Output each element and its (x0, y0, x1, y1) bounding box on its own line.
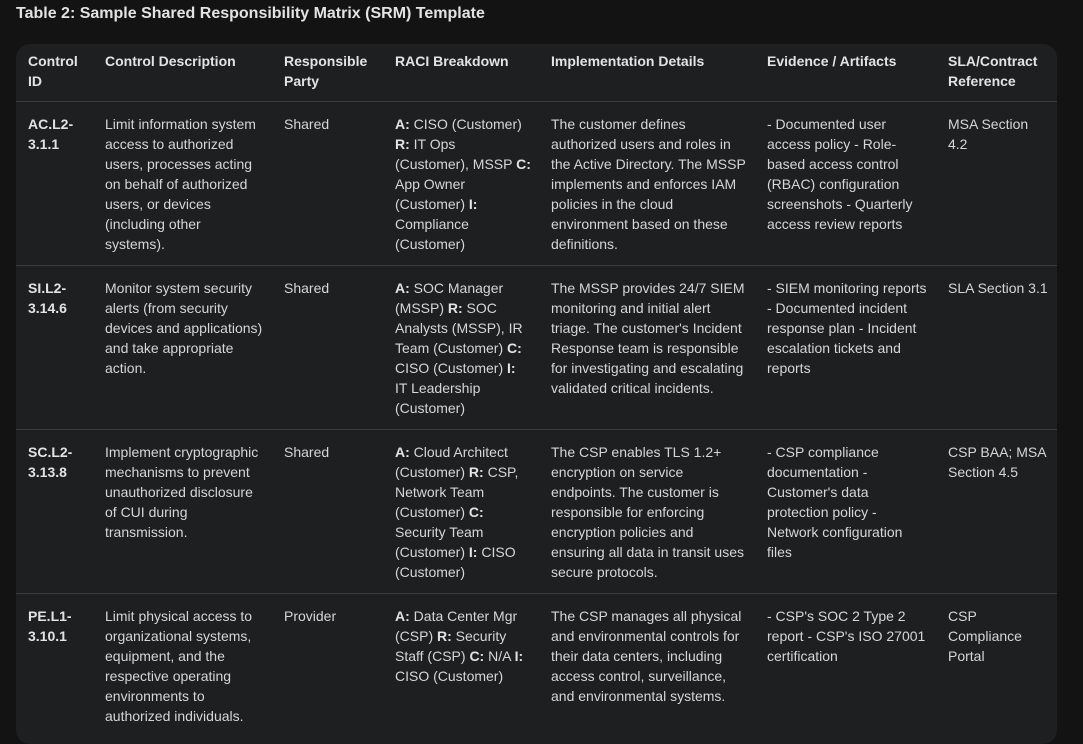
raci-informed-text: CISO (Customer) (395, 668, 504, 684)
evidence-artifacts-cell: - Documented user access policy - Role-based access control (RBAC) configuration screenshots - Quarterly access review reports (755, 102, 936, 266)
control-id-cell: PE.L1-3.10.1 (28, 608, 72, 644)
responsible-party-cell: Shared (272, 430, 383, 594)
header-control-description: Control Description (93, 44, 272, 102)
raci-breakdown-cell (383, 102, 539, 266)
raci-responsible-label: R: (395, 136, 410, 152)
responsible-party-cell: Shared (272, 102, 383, 266)
responsible-party-cell: Shared (272, 266, 383, 430)
raci-breakdown-cell (383, 430, 539, 594)
raci-accountable-label: A: (395, 444, 410, 460)
srm-table (16, 44, 1057, 737)
evidence-artifacts-cell: - CSP's SOC 2 Type 2 report - CSP's ISO 27001 certification (767, 608, 926, 664)
raci-accountable-text: SOC Manager (MSSP) (395, 280, 504, 316)
sla-reference-cell: SLA Section 3.1 (936, 266, 1057, 430)
header-evidence-artifacts: Evidence / Artifacts (755, 44, 936, 102)
raci-responsible-text: Security Staff (CSP) (395, 628, 507, 664)
sla-reference-cell: MSA Section 4.2 (936, 102, 1057, 266)
header-control-id: Control ID (16, 44, 93, 102)
implementation-details-cell: The MSSP provides 24/7 SIEM monitoring and initial alert triage. The customer's Incident Response team is responsible for investigating and escalating validated critical incidents. (539, 266, 755, 430)
control-description-cell: Monitor system security alerts (from security devices and applications) and take appropriate action. (93, 266, 272, 430)
sla-reference-cell: CSP Compliance Portal (948, 608, 1022, 664)
raci-informed-label: I: (514, 648, 524, 664)
srm-table-card (16, 44, 1057, 744)
raci-responsible-label: R: (437, 628, 452, 644)
raci-informed-text: Compliance (Customer) (395, 216, 469, 252)
header-raci-breakdown: RACI Breakdown (383, 44, 539, 102)
header-responsible-party: Responsible Party (272, 44, 383, 102)
implementation-details-cell: The customer defines authorized users and roles in the Active Directory. The MSSP implements and enforces IAM policies in the cloud environment based on these definitions. (539, 102, 755, 266)
responsible-party-cell: Provider (284, 608, 337, 624)
evidence-artifacts-cell: - SIEM monitoring reports - Documented incident response plan - Incident escalation tickets and reports (755, 266, 936, 430)
table-row (16, 266, 1057, 430)
raci-accountable-label: A: (395, 116, 410, 132)
raci-accountable-text: Data Center Mgr (CSP) (395, 608, 518, 644)
raci-informed-text: CISO (Customer) (395, 544, 516, 580)
raci-responsible-text: CSP, Network Team (Customer) (395, 464, 519, 520)
raci-informed-label: I: (468, 544, 478, 560)
table-row (16, 102, 1057, 266)
raci-accountable-text: CISO (Customer) (409, 116, 522, 132)
raci-informed-label: I: (468, 196, 478, 212)
raci-consulted-label: C: (468, 504, 484, 520)
implementation-details-cell: The CSP enables TLS 1.2+ encryption on service endpoints. The customer is responsible for enforcing encryption policies and ensuring all data in transit uses secure protocols. (539, 430, 755, 594)
control-id-cell: AC.L2-3.1.1 (16, 102, 93, 266)
raci-responsible-label: R: (447, 300, 463, 316)
raci-accountable-label: A: (395, 280, 410, 296)
raci-consulted-label: C: (507, 340, 522, 356)
raci-accountable-text: Cloud Architect (Customer) (395, 444, 508, 480)
raci-breakdown-cell (383, 594, 539, 738)
control-description-cell: Limit information system access to authorized users, processes acting on behalf of authorized users, or devices (including other systems). (93, 102, 272, 266)
control-id-cell: SC.L2-3.13.8 (16, 430, 93, 594)
raci-consulted-text: N/A (484, 648, 515, 664)
control-id-cell: SI.L2-3.14.6 (16, 266, 93, 430)
control-description-cell: Limit physical access to organizational systems, equipment, and the respective operating environments to authorized individuals. (105, 608, 253, 724)
raci-informed-text: IT Leadership (Customer) (395, 380, 481, 416)
table-row (16, 594, 1057, 738)
raci-responsible-text: IT Ops (Customer), MSSP (395, 136, 517, 172)
table-header-row (16, 44, 1057, 102)
raci-accountable-label: A: (395, 608, 410, 624)
raci-informed-label: I: (507, 360, 516, 376)
evidence-artifacts-cell: - CSP compliance documentation - Customer's data protection policy - Network configuration files (755, 430, 936, 594)
raci-consulted-text: CISO (Customer) (395, 360, 508, 376)
sla-reference-cell: CSP BAA; MSA Section 4.5 (936, 430, 1057, 594)
implementation-details-cell: The CSP manages all physical and environmental controls for their data centers, including access control, surveillance, and environmental systems. (551, 608, 742, 704)
page-title: Table 2: Sample Shared Responsibility Matrix (SRM) Template (16, 5, 485, 22)
header-sla-contract-reference: SLA/Contract Reference (936, 44, 1057, 102)
control-description-cell: Implement cryptographic mechanisms to prevent unauthorized disclosure of CUI during transmission. (93, 430, 272, 594)
raci-consulted-label: C: (469, 648, 485, 664)
raci-consulted-text: App Owner (Customer) (395, 176, 469, 212)
raci-responsible-text: SOC Analysts (MSSP), IR Team (Customer) (395, 300, 523, 356)
raci-breakdown-cell (383, 266, 539, 430)
raci-consulted-text: Security Team (Customer) (395, 524, 484, 560)
raci-responsible-label: R: (468, 464, 484, 480)
table-row (16, 430, 1057, 594)
raci-consulted-label: C: (516, 156, 531, 172)
header-implementation-details: Implementation Details (539, 44, 755, 102)
